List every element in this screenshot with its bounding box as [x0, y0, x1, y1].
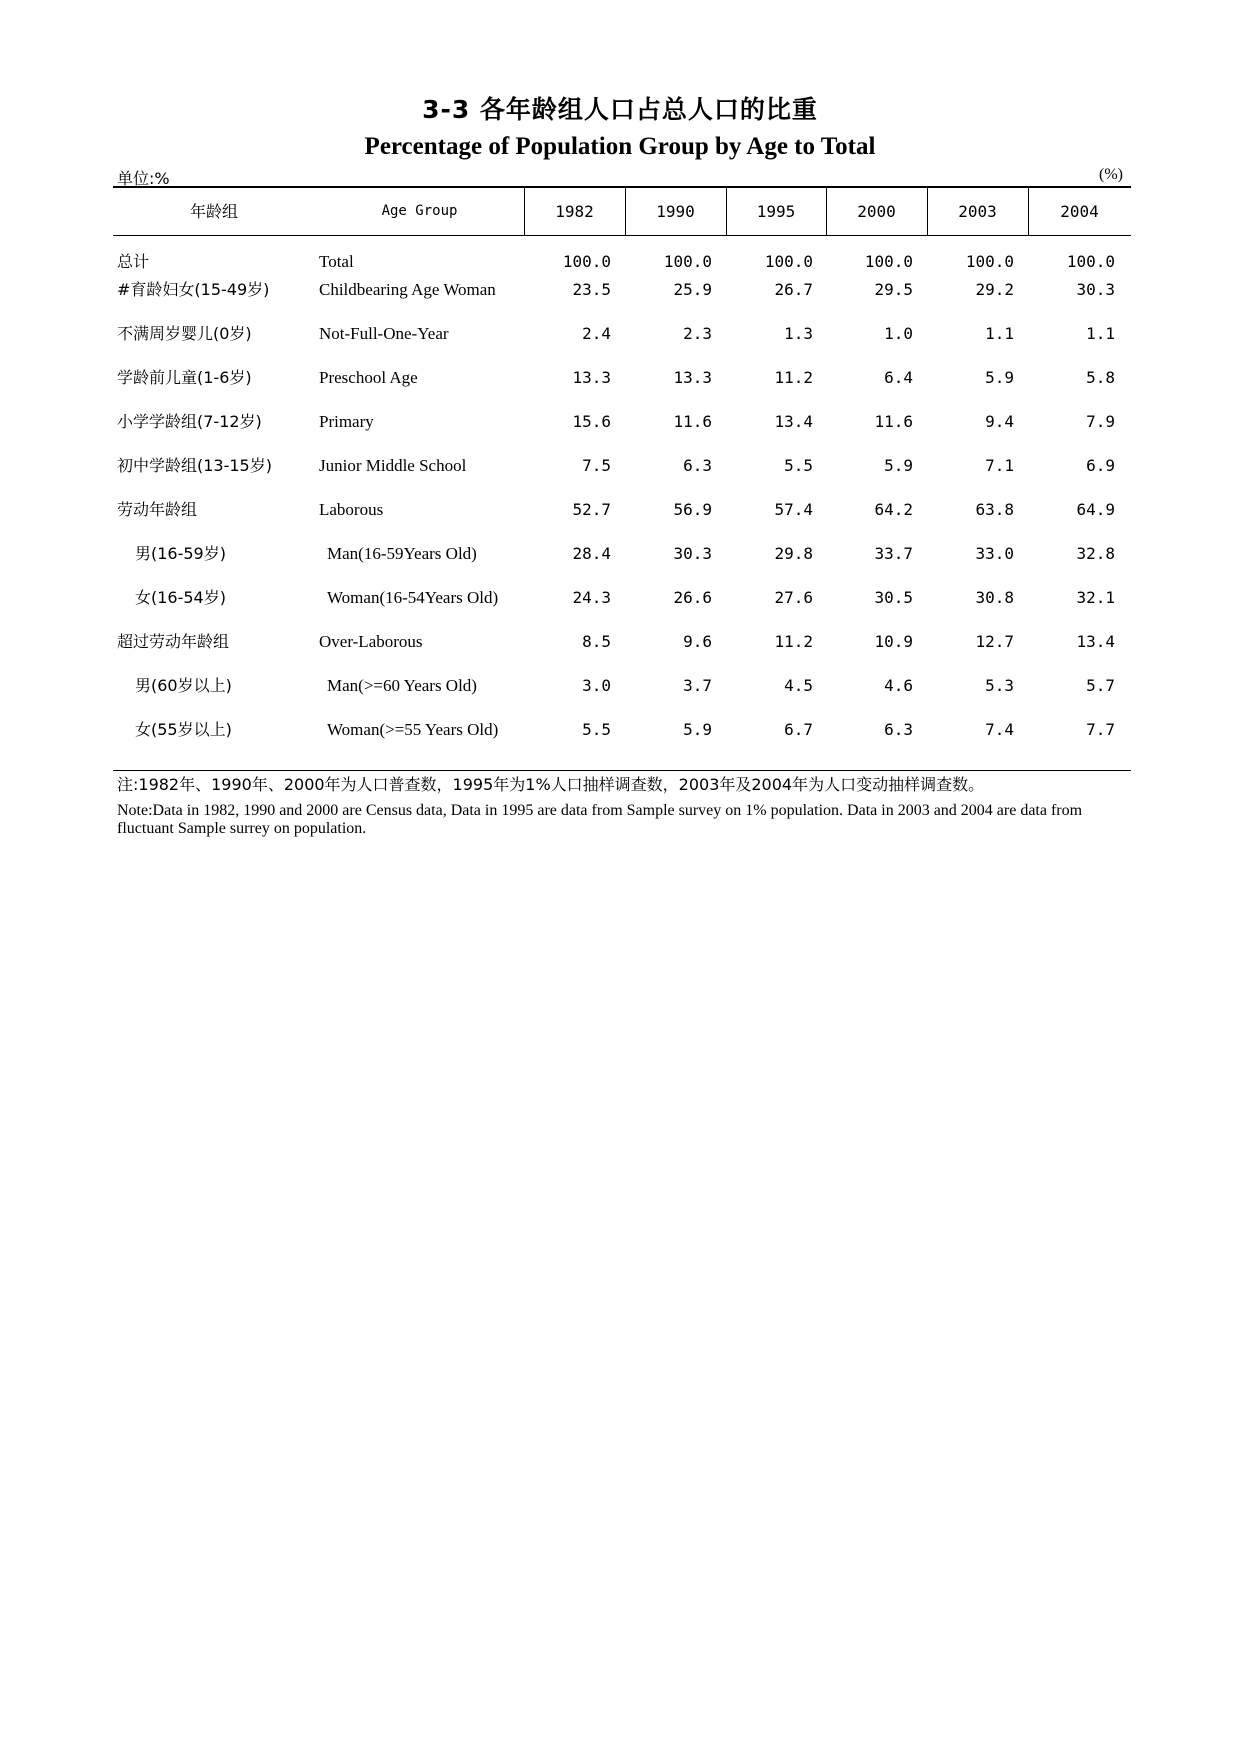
cell-value: 2.3 — [683, 324, 712, 343]
row-label-chinese: 不满周岁婴儿(0岁) — [117, 324, 252, 343]
table-row — [0, 627, 1240, 657]
cell-value: 11.2 — [774, 632, 813, 651]
cell-value: 5.7 — [1086, 676, 1115, 695]
cell-value: 1.1 — [1086, 324, 1115, 343]
cell-value: 24.3 — [572, 588, 611, 607]
cell-value: 5.9 — [884, 456, 913, 475]
table-row — [0, 363, 1240, 393]
cell-value: 8.5 — [582, 632, 611, 651]
row-label-chinese: 超过劳动年龄组 — [117, 632, 230, 651]
row-label-english: Laborous — [319, 500, 384, 519]
table-row — [0, 451, 1240, 481]
row-label-english: Childbearing Age Woman — [319, 280, 496, 299]
cell-value: 5.3 — [985, 676, 1014, 695]
row-label-english: Total — [319, 252, 354, 271]
cell-value: 11.2 — [774, 368, 813, 387]
row-label-english: Primary — [319, 412, 374, 431]
row-label-english: Man(>=60 Years Old) — [327, 676, 477, 695]
row-label-chinese: 总计 — [117, 252, 150, 271]
table-row — [0, 715, 1240, 745]
cell-value: 13.4 — [1076, 632, 1115, 651]
footnote-english: Note:Data in 1982, 1990 and 2000 are Census data, Data in 1995 are data from Sample survey on 1% population. Data in 2003 and 2004 are data from fluctuant Sample surrey on population. — [117, 802, 1083, 837]
cell-value: 26.7 — [774, 280, 813, 299]
page-title-english: Percentage of Population Group by Age to Total — [364, 133, 876, 160]
cell-value: 64.9 — [1076, 500, 1115, 519]
cell-value: 3.7 — [683, 676, 712, 695]
cell-value: 100.0 — [663, 252, 712, 271]
table-row — [0, 319, 1240, 349]
cell-value: 100.0 — [764, 252, 813, 271]
cell-value: 12.7 — [975, 632, 1014, 651]
header-year: 1990 — [656, 202, 695, 221]
row-label-english: Preschool Age — [319, 368, 418, 387]
cell-value: 29.2 — [975, 280, 1014, 299]
row-label-english: Junior Middle School — [319, 456, 467, 475]
cell-value: 63.8 — [975, 500, 1014, 519]
cell-value: 15.6 — [572, 412, 611, 431]
cell-value: 32.8 — [1076, 544, 1115, 563]
table-bottom-rule — [113, 770, 1131, 771]
header-year: 1995 — [756, 202, 796, 221]
cell-value: 4.5 — [784, 676, 813, 695]
header-age-group-english: Age Group — [381, 203, 458, 219]
row-label-english: Man(16-59Years Old) — [327, 544, 477, 563]
header-age-group-chinese: 年龄组 — [189, 202, 238, 221]
cell-value: 13.3 — [673, 368, 712, 387]
row-label-english: Over-Laborous — [319, 632, 423, 651]
row-label-english: Woman(>=55 Years Old) — [327, 720, 499, 739]
header-year: 2000 — [857, 202, 896, 221]
table-row — [0, 495, 1240, 525]
cell-value: 33.7 — [874, 544, 913, 563]
cell-value: 5.8 — [1086, 368, 1115, 387]
row-label-chinese: 男(16-59岁) — [135, 544, 226, 563]
cell-value: 6.4 — [884, 368, 913, 387]
cell-value: 57.4 — [774, 500, 813, 519]
cell-value: 30.3 — [1076, 280, 1115, 299]
cell-value: 7.1 — [985, 456, 1014, 475]
cell-value: 32.1 — [1076, 588, 1115, 607]
cell-value: 64.2 — [874, 500, 913, 519]
cell-value: 100.0 — [562, 252, 611, 271]
cell-value: 29.8 — [774, 544, 813, 563]
cell-value: 27.6 — [774, 588, 813, 607]
cell-value: 6.9 — [1086, 456, 1115, 475]
header-year: 2004 — [1060, 202, 1099, 221]
header-year: 2003 — [958, 202, 997, 221]
cell-value: 1.1 — [985, 324, 1014, 343]
cell-value: 25.9 — [673, 280, 712, 299]
cell-value: 7.4 — [985, 720, 1014, 739]
table-row — [0, 407, 1240, 437]
cell-value: 13.3 — [572, 368, 611, 387]
cell-value: 56.9 — [673, 500, 712, 519]
cell-value: 5.9 — [985, 368, 1014, 387]
cell-value: 100.0 — [965, 252, 1014, 271]
cell-value: 13.4 — [774, 412, 813, 431]
table-row — [0, 247, 1240, 277]
cell-value: 9.6 — [683, 632, 712, 651]
cell-value: 7.9 — [1086, 412, 1115, 431]
cell-value: 29.5 — [874, 280, 913, 299]
cell-value: 2.4 — [582, 324, 611, 343]
cell-value: 7.5 — [582, 456, 611, 475]
table-row — [0, 539, 1240, 569]
cell-value: 28.4 — [572, 544, 611, 563]
cell-value: 7.7 — [1086, 720, 1115, 739]
row-label-chinese: 初中学龄组(13-15岁) — [117, 456, 272, 475]
cell-value: 1.3 — [784, 324, 813, 343]
cell-value: 100.0 — [864, 252, 913, 271]
row-label-chinese: 男(60岁以上) — [135, 676, 232, 695]
cell-value: 30.5 — [874, 588, 913, 607]
page-title-chinese: 3-3 各年龄组人口占总人口的比重 — [422, 95, 818, 124]
cell-value: 6.3 — [884, 720, 913, 739]
cell-value: 4.6 — [884, 676, 913, 695]
cell-value: 23.5 — [572, 280, 611, 299]
cell-value: 33.0 — [975, 544, 1014, 563]
table-row — [0, 275, 1240, 305]
unit-label-english: (%) — [1099, 166, 1123, 183]
cell-value: 30.8 — [975, 588, 1014, 607]
cell-value: 6.7 — [784, 720, 813, 739]
footnote-chinese: 注:1982年、1990年、2000年为人口普查数，1995年为1%人口抽样调查数，2003年及2004年为人口变动抽样调查数。 — [117, 775, 985, 794]
header-year: 1982 — [555, 202, 594, 221]
cell-value: 6.3 — [683, 456, 712, 475]
cell-value: 100.0 — [1066, 252, 1115, 271]
cell-value: 9.4 — [985, 412, 1014, 431]
cell-value: 5.5 — [582, 720, 611, 739]
cell-value: 11.6 — [673, 412, 712, 431]
row-label-chinese: 学龄前儿童(1-6岁) — [117, 368, 252, 387]
row-label-chinese: 小学学龄组(7-12岁) — [117, 412, 262, 431]
table-row — [0, 583, 1240, 613]
cell-value: 3.0 — [582, 676, 611, 695]
cell-value: 26.6 — [673, 588, 712, 607]
cell-value: 52.7 — [572, 500, 611, 519]
row-label-chinese: #育龄妇女(15-49岁) — [117, 280, 270, 299]
cell-value: 5.5 — [784, 456, 813, 475]
row-label-english: Woman(16-54Years Old) — [327, 588, 499, 607]
cell-value: 1.0 — [884, 324, 913, 343]
table-row — [0, 671, 1240, 701]
unit-label-chinese: 单位:% — [117, 169, 170, 188]
cell-value: 11.6 — [874, 412, 913, 431]
row-label-chinese: 劳动年龄组 — [117, 500, 198, 519]
row-label-chinese: 女(55岁以上) — [135, 720, 232, 739]
cell-value: 30.3 — [673, 544, 712, 563]
row-label-english: Not-Full-One-Year — [319, 324, 449, 343]
row-label-chinese: 女(16-54岁) — [135, 588, 226, 607]
cell-value: 5.9 — [683, 720, 712, 739]
cell-value: 10.9 — [874, 632, 913, 651]
